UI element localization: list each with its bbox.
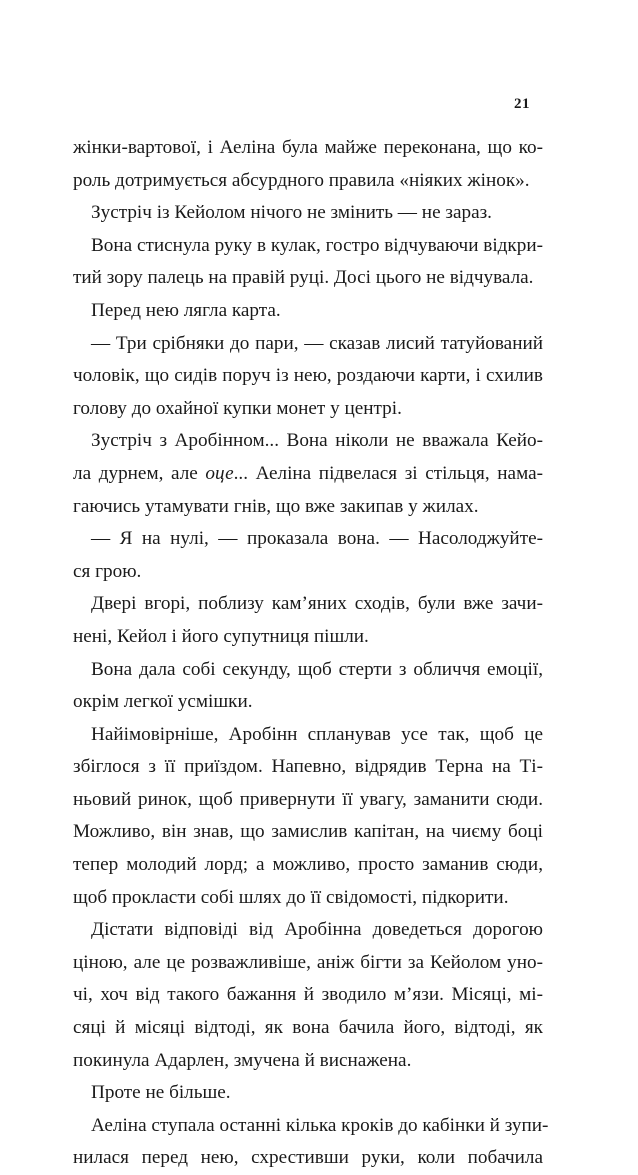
text-line: чоловік, що сидів поруч із нею, роздаючи карти, і схилив: [73, 365, 543, 387]
text-line: жінки-вартової, і Аеліна була майже переконана, що ко-: [73, 137, 543, 158]
text-line: роль дотримується абсурдного правила «ніяких жінок».: [73, 169, 530, 191]
text-line: Найімовірніше, Аробінн спланував усе так, щоб це: [91, 723, 543, 745]
text-line: тий зору палець на правій руці. Досі цього не відчувала.: [73, 267, 534, 289]
body-text: [73, 132, 549, 1175]
text-line: гаючись утамувати гнів, що вже закипав у жилах.: [73, 495, 479, 517]
text-line: Проте не більше.: [91, 1082, 231, 1104]
text-line: — Я на нулі, — проказала вона. — Насолоджуйте-: [91, 528, 543, 550]
text-line: окрім легкої усмішки.: [73, 691, 253, 713]
text-line: Аеліна ступала останні кілька кроків до кабінки й зупи-: [91, 1114, 549, 1136]
text-line: Вона стиснула руку в кулак, гостро відчуваючи відкри-: [91, 234, 543, 256]
text-line: нилася перед нею, схрестивши руки, коли побачила: [73, 1147, 543, 1169]
text-line: Двері вгорі, поблизу кам’яних сходів, були вже зачи-: [91, 593, 543, 615]
text-line: збіглося з її приїздом. Напевно, відрядив Терна на Ті-: [73, 756, 543, 778]
text-line: Перед нею лягла карта.: [91, 299, 281, 321]
text-line: Можливо, він знав, що замислив капітан, на чиєму боці: [73, 821, 543, 843]
text-line: ціною, але це розважливіше, аніж бігти за Кейолом уно-: [73, 951, 543, 973]
text-line: ся грою.: [73, 560, 142, 582]
text-line: нені, Кейол і його супутниця пішли.: [73, 625, 369, 647]
text-line: Вона дала собі секунду, щоб стерти з обличчя емоції,: [91, 658, 543, 680]
text-line: Зустріч із Кейолом нічого не змінить — не зараз.: [91, 202, 492, 224]
page-number: 21: [514, 96, 530, 112]
text-line: тепер молодий лорд; а можливо, просто заманив сюди,: [73, 854, 543, 876]
text-line: Дістати відповіді від Аробінна доведеться дорогою: [91, 919, 543, 941]
text-line: ньовий ринок, щоб привернути її увагу, заманити сюди.: [73, 788, 543, 810]
text-line: щоб прокласти собі шлях до її свідомості, підкорити.: [73, 886, 509, 908]
text-line: покинула Адарлен, змучена й виснажена.: [73, 1049, 412, 1071]
text-line: голову до охайної купки монет у центрі.: [73, 397, 402, 419]
text-line: ла дурнем, але оце... Аеліна підвелася зі стільця, нама-: [73, 462, 543, 484]
emphasized-word: оце: [205, 462, 234, 484]
text-line: сяці й місяці відтоді, як вона бачила його, відтоді, як: [73, 1017, 543, 1039]
text-line: чі, хоч від такого бажання й зводило м’язи. Місяці, мі-: [73, 984, 543, 1006]
text-line: Зустріч з Аробінном... Вона ніколи не вважала Кейо-: [91, 430, 543, 452]
text-line: — Три срібняки до пари, — сказав лисий татуйований: [91, 332, 543, 354]
